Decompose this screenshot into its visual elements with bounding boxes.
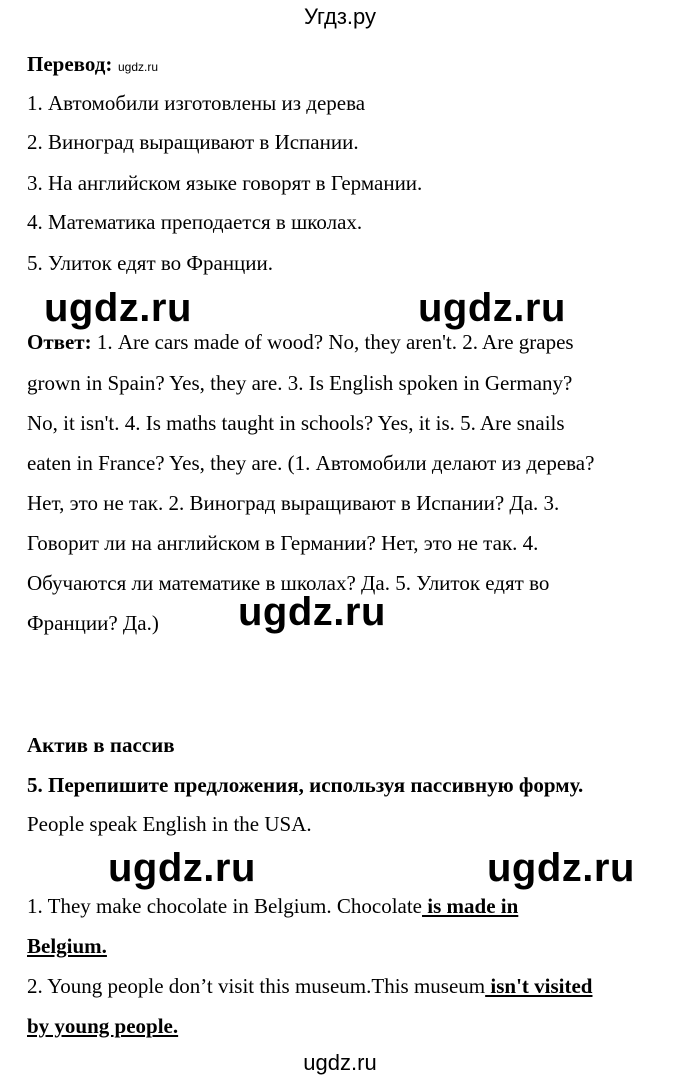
watermark: ugdz.ru — [44, 286, 192, 330]
site-title: Угдз.ру — [303, 4, 377, 29]
exercise-item-2-answer-cont: by young people. — [27, 1014, 179, 1038]
watermark: ugdz.ru — [108, 846, 256, 890]
exercise-item-1-text: 1. They make chocolate in Belgium. Chocolate — [27, 894, 423, 918]
translation-item-4: 4. Математика преподается в школах. — [27, 210, 363, 234]
answer-label: Ответ: — [27, 330, 92, 354]
answer-text: 1. Are cars made of wood? No, they aren't. 2. Are grapes — [91, 330, 574, 354]
answer-line-3: No, it isn't. 4. Is maths taught in schools? Yes, it is. 5. Are snails — [27, 411, 565, 435]
answer-line-8: Франции? Да.) — [27, 611, 159, 635]
answer-line-6: Говорит ли на английском в Германии? Нет, это не так. 4. — [27, 531, 539, 555]
translation-item-3: 3. На английском языке говорят в Германии. — [27, 171, 423, 195]
exercise-item-1-answer: is made in — [422, 894, 519, 918]
answer-line-5: Нет, это не так. 2. Виноград выращивают в Испании? Да. 3. — [27, 491, 560, 515]
answer-line-4: eaten in France? Yes, they are. (1. Автомобили делают из дерева? — [27, 451, 595, 475]
watermark: ugdz.ru — [418, 286, 566, 330]
task-heading: 5. Перепишите предложения, используя пассивную форму. — [27, 773, 584, 797]
watermark: ugdz.ru — [487, 846, 635, 890]
answer-line-1 — [27, 328, 574, 356]
example-sentence: People speak English in the USA. — [27, 812, 312, 836]
translation-item-1: 1. Автомобили изготовлены из дерева — [27, 91, 366, 115]
exercise-item-2 — [27, 972, 593, 1000]
exercise-item-1-answer-cont: Belgium. — [27, 934, 107, 958]
answer-line-7: Обучаются ли математике в школах? Да. 5. Улиток едят во — [27, 571, 550, 595]
translation-heading: Перевод: — [27, 52, 113, 76]
section-title: Актив в пассив — [27, 733, 175, 757]
exercise-item-1 — [27, 892, 518, 920]
heading-watermark: ugdz.ru — [118, 60, 159, 74]
translation-item-2: 2. Виноград выращивают в Испании. — [27, 130, 359, 154]
watermark: ugdz.ru — [238, 590, 386, 634]
translation-item-5: 5. Улиток едят во Франции. — [27, 251, 274, 275]
footer-watermark: ugdz.ru — [303, 1050, 377, 1075]
exercise-item-2-text: 2. Young people don’t visit this museum.This museum — [27, 974, 486, 998]
answer-line-2: grown in Spain? Yes, they are. 3. Is English spoken in Germany? — [27, 371, 573, 395]
exercise-item-2-answer: isn't visited — [485, 974, 593, 998]
